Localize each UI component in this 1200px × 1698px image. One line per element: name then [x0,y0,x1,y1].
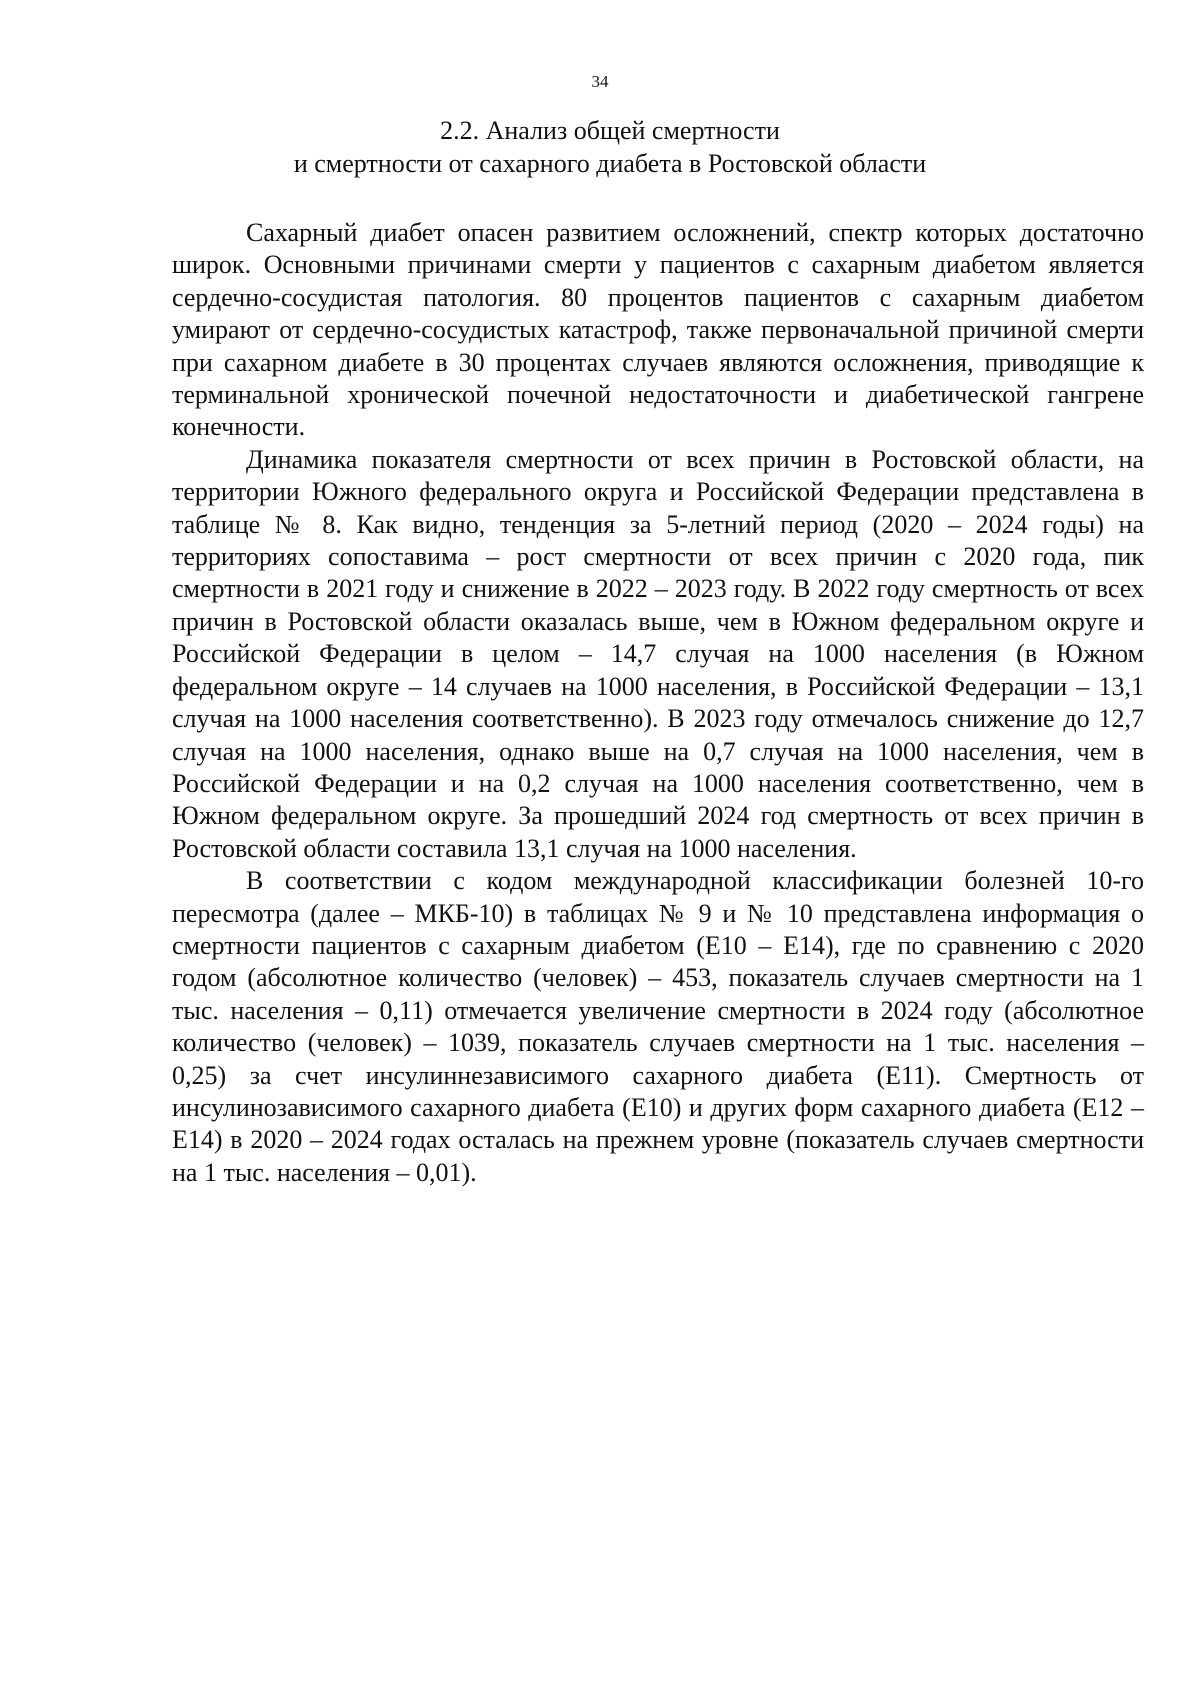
body-text [172,217,1144,1189]
section-heading-line-1: 2.2. Анализ общей смертности [440,116,780,145]
paragraph-complications: Сахарный диабет опасен развитием осложнений, спектр которых достаточно широк. Основными причинами смерти у пациентов с сахарным диабетом является сердечно-сосудистая патология. 80 процентов пациентов с сахарным диабетом умирают от сердечно-сосудистых катастроф, также первоначальной причиной смерти при сахарном диабете в 30 процентах случаев являются осложнения, приводящие к терминальной хронической почечной недостаточности и диабетической гангрене конечности. [172,218,1144,442]
page-number: 34 [591,72,609,91]
section-heading-line-2: и смертности от сахарного диабета в Ростовской области [293,149,927,178]
paragraph-mortality-dynamics: Динамика показателя смертности от всех причин в Ростовской области, на территории Южного федерального округа и Российской Федерации представлена в таблице № 8. Как видно, тенденция за 5-летний период (2020 – 2024 годы) на территориях сопоставима – рост смертности от всех причин с 2020 года, пик смертности в 2021 году и снижение в 2022 – 2023 году. В 2022 году смертность от всех причин в Ростовской области оказалась выше, чем в Южном федеральном округе и Российской Федерации в целом – 14,7 случая на 1000 населения (в Южном федеральном округе – 14 случаев на 1000 населения, в Российской Федерации – 13,1 случая на 1000 населения соответственно). В 2023 году отмечалось снижение до 12,7 случая на 1000 населения, однако выше на 0,7 случая на 1000 населения, чем в Российской Федерации и на 0,2 случая на 1000 населения соответственно, чем в Южном федеральном округе. За прошедший 2024 год смертность от всех причин в Ростовской области составила 13,1 случая на 1000 населения. [172,444,1144,863]
section-heading [170,114,1050,180]
paragraph-icd10-diabetes-mortality: В соответствии с кодом международной классификации болезней 10-го пересмотра (далее – МКБ-10) в таблицах № 9 и № 10 представлена информация о смертности пациентов с сахарным диабетом (Е10 – Е14), где по сравнению с 2020 годом (абсолютное количество (человек) – 453, показатель случаев смертности на 1 тыс. населения – 0,11) отмечается увеличение смертности в 2024 году (абсолютное количество (человек) – 1039, показатель случаев смертности на 1 тыс. населения – 0,25) за счет инсулиннезависимого сахарного диабета (Е11). Смертность от инсулинозависимого сахарного диабета (Е10) и других форм сахарного диабета (Е12 – Е14) в 2020 – 2024 годах осталась на прежнем уровне (показатель случаев смертности на 1 тыс. населения – 0,01). [172,866,1144,1187]
